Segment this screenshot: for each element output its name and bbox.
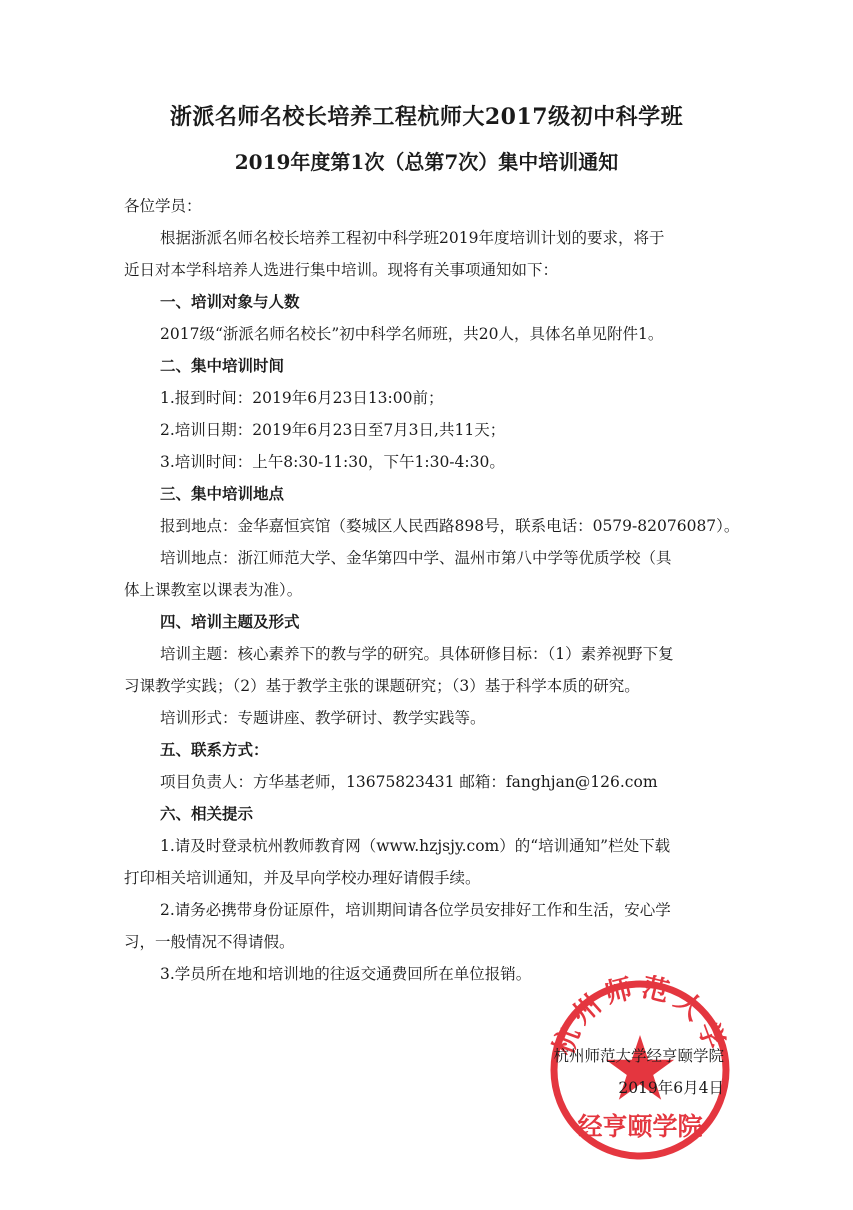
section-2-item-1: 1.报到时间：2019年6月23日13:00前； [160, 389, 444, 407]
section-6-item-1-line-1: 1.请及时登录杭州教师教育网（www.hzjsjy.com）的“培训通知”栏处下载 [160, 837, 671, 855]
title-line-2: 2019年度第1次（总第7次）集中培训通知 [234, 150, 619, 174]
seal-bottom-text: 经亨颐学院 [577, 1112, 703, 1141]
section-3-training-location-line-1: 培训地点：浙江师范大学、金华第四中学、温州市第八中学等优质学校（具 [160, 549, 672, 567]
signature-organization: 杭州师范大学经亨颐学院 [553, 1047, 724, 1065]
section-2-item-3: 3.培训时间：上午8:30-11:30，下午1:30-4:30。 [160, 453, 505, 471]
section-4-theme-line-1: 培训主题：核心素养下的教与学的研究。具体研修目标：（1）素养视野下复 [160, 645, 674, 663]
section-6-item-1-line-2: 打印相关培训通知，并及早向学校办理好请假手续。 [124, 869, 481, 887]
notice-body [124, 190, 740, 990]
section-3-report-location: 报到地点：金华嘉恒宾馆（婺城区人民西路898号，联系电话：0579-82076087）。 [160, 517, 740, 535]
intro-line-1: 根据浙派名师名校长培养工程初中科学班2019年度培训计划的要求，将于 [160, 229, 665, 247]
signature-date: 2019年6月4日 [618, 1079, 724, 1097]
section-6-item-3: 3.学员所在地和培训地的往返交通费回所在单位报销。 [160, 965, 532, 983]
title-line-1: 浙派名师名校长培养工程杭师大2017级初中科学班 [169, 104, 684, 130]
section-4-heading: 四、培训主题及形式 [160, 613, 300, 631]
section-3-training-location-line-2: 体上课教室以课表为准）。 [124, 581, 303, 599]
intro-line-2: 近日对本学科培养人选进行集中培训。现将有关事项通知如下： [124, 261, 559, 279]
section-3-heading: 三、集中培训地点 [160, 485, 285, 503]
greeting: 各位学员： [124, 197, 202, 215]
section-2-heading: 二、集中培训时间 [160, 357, 285, 375]
section-6-heading: 六、相关提示 [160, 805, 254, 823]
section-6-item-2-line-1: 2.请务必携带身份证原件，培训期间请各位学员安排好工作和生活，安心学 [160, 901, 671, 919]
section-4-form: 培训形式：专题讲座、教学研讨、教学实践等。 [160, 709, 486, 727]
seal-top-text: 杭州师范大学 [547, 975, 733, 1060]
section-1-text: 2017级“浙派名师名校长”初中科学名师班，共20人，具体名单见附件1。 [160, 325, 664, 343]
signature-block [530, 1040, 724, 1104]
section-5-contact: 项目负责人：方华基老师，13675823431 邮箱：fanghjan@126.com [160, 773, 658, 791]
section-1-heading: 一、培训对象与人数 [160, 293, 300, 311]
section-2-item-2: 2.培训日期：2019年6月23日至7月3日,共11天； [160, 421, 506, 439]
section-5-heading: 五、联系方式： [160, 741, 269, 759]
section-6-item-2-line-2: 习，一般情况不得请假。 [124, 933, 295, 951]
section-4-theme-line-2: 习课教学实践；（2）基于教学主张的课题研究；（3）基于科学本质的研究。 [124, 677, 640, 695]
